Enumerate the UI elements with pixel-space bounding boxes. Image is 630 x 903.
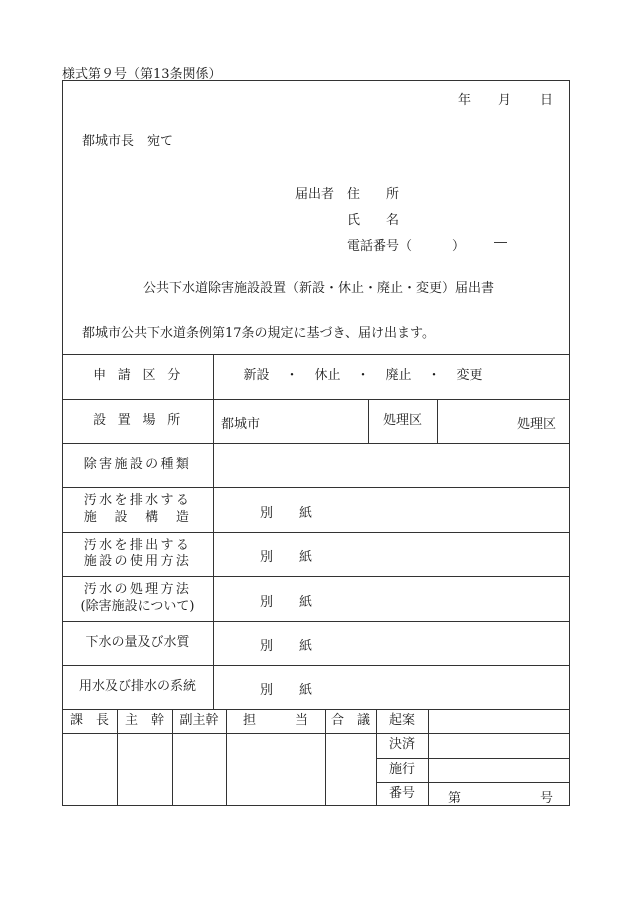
system-value: 別 紙 xyxy=(260,683,313,698)
system-label: 用水及び排水の系統 xyxy=(78,678,196,694)
rule-10 xyxy=(62,733,376,734)
approval-draft-label: 起案 xyxy=(388,712,415,728)
date-day: 日 xyxy=(540,93,554,108)
approval-header-deputy-chief: 副主幹 xyxy=(179,712,219,728)
location-divider-2 xyxy=(437,399,438,443)
applicant-phone-dash: ― xyxy=(494,235,507,250)
approval-number-label: 番号 xyxy=(388,785,415,801)
approval-decision-label: 決済 xyxy=(388,737,415,753)
quality-label: 下水の量及び水質 xyxy=(85,634,190,650)
approval-number-suffix: 号 xyxy=(540,791,554,806)
applicant-address-label: 住 所 xyxy=(347,187,400,202)
form-id: 様式第９号（第13条関係） xyxy=(62,67,222,82)
treatment-label-line1: 汚水の処理方法 xyxy=(83,582,192,598)
location-city: 都城市 xyxy=(221,417,261,432)
category-options xyxy=(213,354,513,399)
usage-label xyxy=(62,532,213,576)
quality-value: 別 紙 xyxy=(260,639,313,654)
separator: ・ xyxy=(285,368,299,384)
date-month: 月 xyxy=(498,93,512,108)
approval-header-chief: 主 幹 xyxy=(124,712,164,728)
option-new[interactable]: 新設 xyxy=(243,368,270,384)
location-district-value[interactable]: 処理区 xyxy=(517,417,557,432)
approval-header-staff: 担 当 xyxy=(242,712,308,728)
addressee: 都城市長 宛て xyxy=(82,134,174,149)
approval-header-consultation: 合 議 xyxy=(330,712,370,728)
option-change[interactable]: 変更 xyxy=(456,368,483,384)
structure-label-line2: 施 設 構 造 xyxy=(83,509,192,525)
structure-label-line1: 汚水を排水する xyxy=(83,493,192,509)
treatment-label xyxy=(62,576,213,621)
approval-divider-6 xyxy=(428,709,429,806)
applicant-phone-label: 電話番号（ xyxy=(347,239,413,254)
location-district-label: 処理区 xyxy=(382,412,422,428)
applicant-label: 届出者 xyxy=(295,187,335,202)
separator: ・ xyxy=(427,368,441,384)
treatment-value: 別 紙 xyxy=(260,595,313,610)
label-column-divider xyxy=(213,354,214,709)
location-label: 設置場所 xyxy=(93,412,192,428)
usage-label-line2: 施設の使用方法 xyxy=(83,554,192,569)
category-label: 申請区分 xyxy=(93,368,192,384)
statement: 都城市公共下水道条例第17条の規定に基づき、届け出ます。 xyxy=(82,326,435,341)
approval-enforce-label: 施行 xyxy=(388,761,415,777)
option-abolish[interactable]: 廃止 xyxy=(385,368,412,384)
facility-type-label: 除害施設の種類 xyxy=(83,456,192,472)
structure-value: 別 紙 xyxy=(260,506,313,521)
usage-label-line1: 汚水を排出する xyxy=(83,537,192,553)
treatment-label-line2: (除害施設について) xyxy=(80,598,195,614)
applicant-name-label: 氏 名 xyxy=(347,213,400,228)
applicant-phone-close: ） xyxy=(452,239,466,254)
document-title: 公共下水道除害施設設置（新設・休止・廃止・変更）届出書 xyxy=(143,281,495,296)
option-suspend[interactable]: 休止 xyxy=(314,368,341,384)
date-year: 年 xyxy=(458,93,472,108)
usage-value: 別 紙 xyxy=(260,550,313,565)
structure-label xyxy=(62,487,213,532)
approval-header-section-chief: 課 長 xyxy=(69,712,109,728)
separator: ・ xyxy=(356,368,370,384)
approval-number-prefix: 第 xyxy=(448,791,462,806)
